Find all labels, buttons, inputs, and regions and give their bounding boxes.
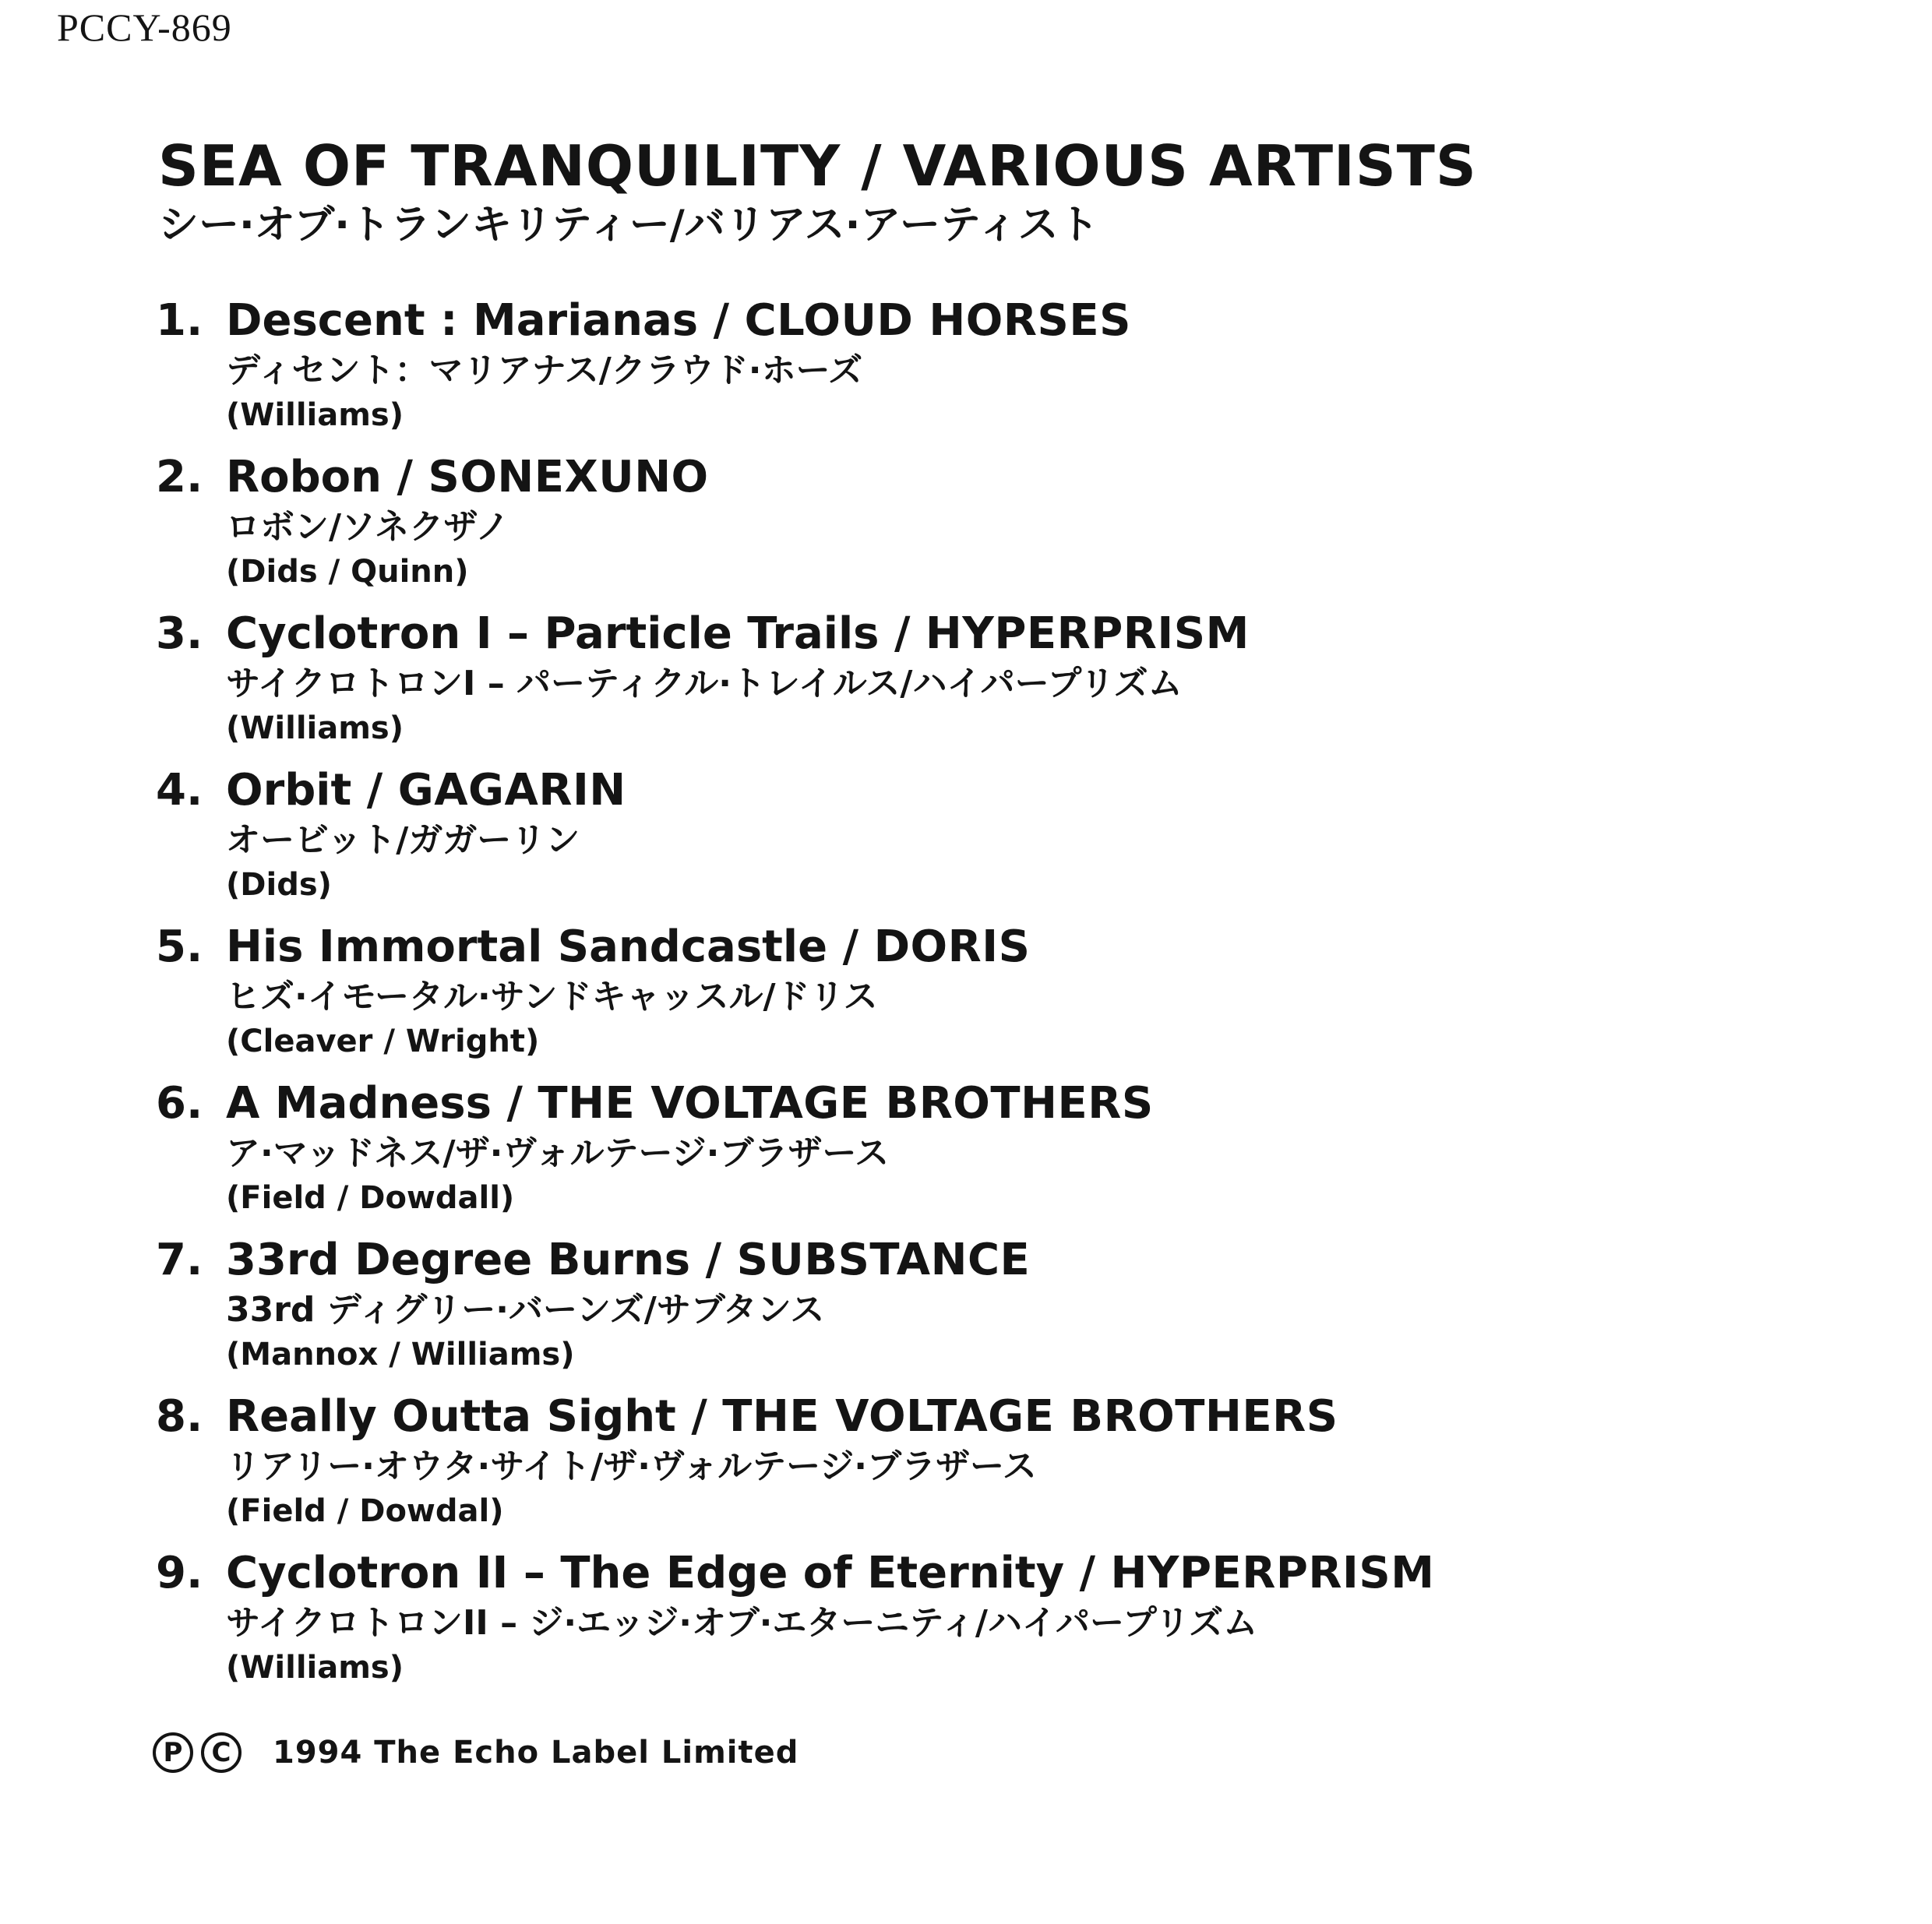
track-title: 33rd Degree Burns [226, 1235, 691, 1285]
track-artist: HYPERPRISM [1110, 1548, 1435, 1598]
album-title-english: SEA OF TRANQUILITY / VARIOUS ARTISTS [158, 133, 1477, 199]
track-credit: (Field / Dowdall) [226, 1180, 515, 1216]
track-title: Cyclotron I – Particle Trails [226, 608, 880, 659]
track-number: 6. [156, 1078, 203, 1129]
track-credit: (Williams) [226, 1650, 404, 1686]
track-number: 1. [156, 295, 203, 346]
track-number: 9. [156, 1548, 203, 1598]
track-title-line: Robon / SONEXUNO [226, 452, 709, 502]
track-japanese: オービット/ガガーリン [226, 820, 580, 860]
album-title-block [158, 132, 1794, 251]
track-japanese: リアリー·オウタ·サイト/ザ·ヴォルテージ·ブラザース [226, 1447, 1037, 1486]
track-japanese: 33rd ディグリー·バーンズ/サブタンス [226, 1290, 825, 1330]
track-artist: HYPERPRISM [925, 608, 1250, 659]
track-title-line: Orbit / GAGARIN [226, 765, 626, 816]
track-artist: DORIS [873, 921, 1031, 972]
track-title: His Immortal Sandcastle [226, 921, 828, 972]
track-artist: SUBSTANCE [736, 1235, 1031, 1285]
track-credit: (Williams) [226, 710, 404, 746]
track-item [156, 1077, 1792, 1234]
track-title: Descent : Marianas [226, 295, 699, 346]
track-title-line: 33rd Degree Burns / SUBSTANCE [226, 1235, 1031, 1285]
track-item [156, 294, 1792, 451]
track-title: Robon [226, 452, 383, 502]
track-title-line: Cyclotron II – The Edge of Eternity / HYPERPRISM [226, 1548, 1435, 1598]
track-item [156, 764, 1792, 921]
track-japanese: サイクロトロンII – ジ·エッジ·オブ·エターニティ/ハイパープリズム [226, 1603, 1258, 1643]
track-japanese: ア·マッドネス/ザ·ヴォルテージ·ブラザース [226, 1133, 890, 1173]
track-item [156, 1234, 1792, 1390]
copyright-text: 1994 The Echo Label Limited [273, 1735, 799, 1771]
track-item [156, 1390, 1792, 1547]
track-japanese: ヒズ·イモータル·サンドキャッスル/ドリス [226, 977, 878, 1017]
track-number: 4. [156, 765, 203, 816]
copyright-symbol: C [201, 1732, 242, 1773]
track-title-line: Really Outta Sight / THE VOLTAGE BROTHERS [226, 1391, 1338, 1442]
track-title: Cyclotron II – The Edge of Eternity [226, 1548, 1065, 1598]
track-artist: THE VOLTAGE BROTHERS [722, 1391, 1338, 1442]
track-title: Orbit [226, 765, 352, 816]
track-artist: THE VOLTAGE BROTHERS [538, 1078, 1154, 1129]
track-credit: (Williams) [226, 397, 404, 433]
track-title-line: His Immortal Sandcastle / DORIS [226, 921, 1031, 972]
track-title: Really Outta Sight [226, 1391, 676, 1442]
track-credit: (Dids) [226, 867, 332, 903]
track-artist: GAGARIN [397, 765, 626, 816]
track-number: 3. [156, 608, 203, 659]
copyright-line [153, 1732, 799, 1773]
track-credit: (Field / Dowdal) [226, 1493, 504, 1529]
track-artist: CLOUD HORSES [744, 295, 1131, 346]
track-title-line: A Madness / THE VOLTAGE BROTHERS [226, 1078, 1154, 1129]
album-title-japanese: シー·オブ·トランキリティー/バリアス·アーティスト [158, 202, 1099, 248]
track-item [156, 921, 1792, 1077]
catalog-number: PCCY-869 [57, 5, 232, 49]
track-number: 2. [156, 452, 203, 502]
phonogram-symbol: P [153, 1732, 193, 1773]
track-number: 8. [156, 1391, 203, 1442]
track-japanese: サイクロトロンI – パーティクル·トレイルス/ハイパープリズム [226, 664, 1183, 703]
track-number: 7. [156, 1235, 203, 1285]
track-list [156, 294, 1792, 1704]
track-title-line: Cyclotron I – Particle Trails / HYPERPRISM [226, 608, 1250, 659]
track-credit: (Dids / Quinn) [226, 554, 469, 590]
track-japanese: ディセント：マリアナス/クラウド·ホーズ [226, 351, 863, 390]
track-number: 5. [156, 921, 203, 972]
track-item [156, 1547, 1792, 1704]
track-artist: SONEXUNO [428, 452, 709, 502]
track-item [156, 608, 1792, 764]
track-japanese: ロボン/ソネクザノ [226, 507, 510, 547]
track-title-line: Descent : Marianas / CLOUD HORSES [226, 295, 1131, 346]
track-item [156, 451, 1792, 608]
track-credit: (Mannox / Williams) [226, 1337, 575, 1373]
track-title: A Madness [226, 1078, 492, 1129]
track-credit: (Cleaver / Wright) [226, 1024, 540, 1059]
